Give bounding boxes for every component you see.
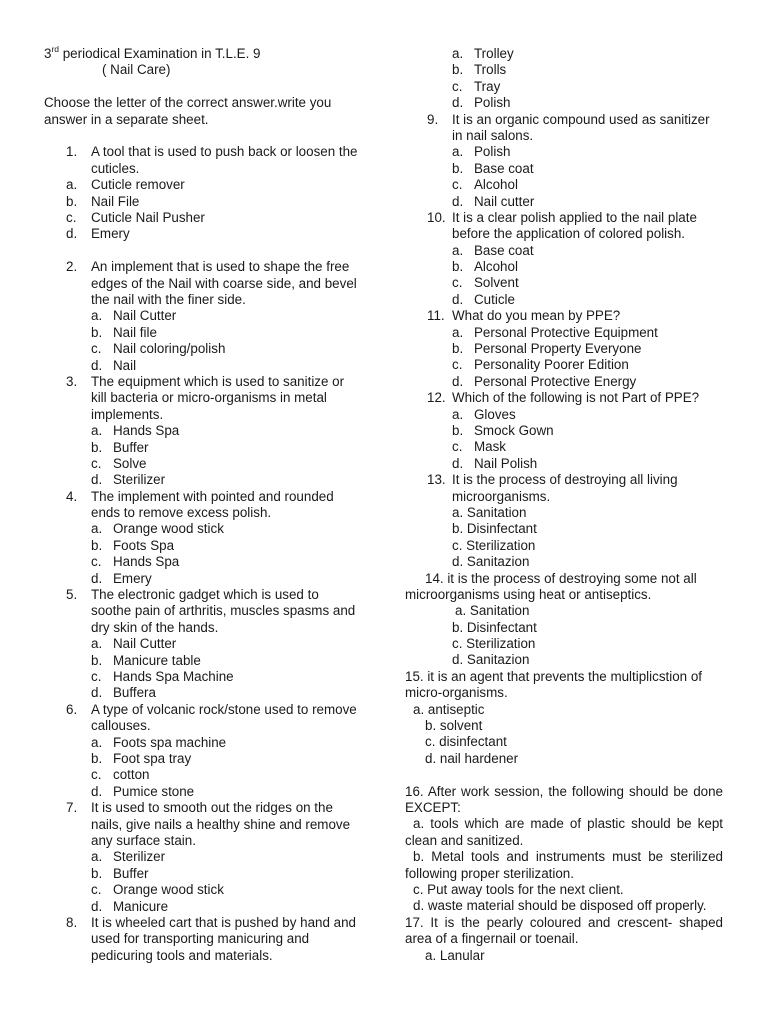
- question-1-option-a: a. Cuticle remover: [66, 177, 185, 193]
- question-6-option-a: a. Foots spa machine: [91, 734, 227, 750]
- question-9-option-c: c. Alcohol: [452, 177, 518, 193]
- question-3-option-a: a. Hands Spa: [91, 423, 180, 439]
- question-15-line-2: micro-organisms.: [405, 685, 508, 701]
- question-7-option-d: d. Manicure: [91, 898, 169, 914]
- exam-title: 3rd periodical Examination in T.L.E. 9: [44, 44, 261, 61]
- exam-subtitle: ( Nail Care): [102, 62, 171, 78]
- question-8-option-d: d. Polish: [452, 95, 511, 111]
- question-1-text: A tool that is used to push back or loosen the cuticles.: [91, 144, 358, 176]
- question-9: 9. It is an organic compound used as sanitizer in nail salons.: [427, 111, 710, 143]
- question-5-option-b: b. Manicure table: [91, 652, 201, 668]
- instructions-line-1: Choose the letter of the correct answer.write you: [44, 95, 332, 111]
- question-3-option-d: d. Sterilizer: [91, 472, 166, 488]
- question-10-option-b: b. Alcohol: [452, 259, 518, 275]
- question-12-option-c: c. Mask: [452, 439, 506, 455]
- question-7-option-c: c. Orange wood stick: [91, 882, 224, 898]
- question-3: 3. The equipment which is used to sanitize or kill bacteria or micro-organisms in metal implements.: [66, 373, 345, 422]
- question-1: 1. A tool that is used to push back or loosen the cuticles.: [66, 144, 358, 176]
- question-13-option-d: d. Sanitazion: [452, 554, 530, 570]
- question-14-line-1: 14. it is the process of destroying some not all: [425, 570, 697, 586]
- question-10: 10. It is a clear polish applied to the nail plate before the application of colored polish.: [427, 209, 697, 242]
- question-17: 17. It is the pearly coloured and crescent- shaped area of a fingernail or toenail.: [405, 914, 723, 947]
- question-2-text: An implement that is used to shape the free edges of the Nail with coarse side, and bevel the nail with the finer side.: [91, 259, 357, 307]
- question-15-option-d: d. nail hardener: [425, 750, 519, 766]
- question-3-option-c: c. Solve: [91, 455, 147, 471]
- question-8-text: It is wheeled cart that is pushed by hand and used for transporting manicuring and pedicuring tools and materials.: [91, 914, 357, 963]
- question-4-option-d: d. Emery: [91, 570, 152, 586]
- question-6-text: A type of volcanic rock/stone used to remove callouses.: [91, 701, 357, 734]
- question-11-option-d: d. Personal Protective Energy: [452, 373, 637, 389]
- question-17-option-a: a. Lanular: [425, 947, 485, 963]
- question-4-text: The implement with pointed and rounded ends to remove excess polish.: [91, 488, 334, 521]
- question-7-option-b: b. Buffer: [91, 865, 149, 881]
- question-15-line-1: 15. it is an agent that prevents the multiplicstion of: [405, 668, 702, 684]
- question-6-option-c: c. cotton: [91, 767, 150, 783]
- question-3-text: The equipment which is used to sanitize or kill bacteria or micro-organisms in metal implements.: [91, 373, 345, 422]
- question-1-option-b: b. Nail File: [66, 193, 140, 209]
- question-5-option-d: d. Buffera: [91, 685, 156, 701]
- question-4: 4. The implement with pointed and rounded ends to remove excess polish.: [66, 488, 334, 521]
- question-2-option-a: a. Nail Cutter: [91, 308, 177, 324]
- question-4-option-b: b. Foots Spa: [91, 537, 175, 553]
- question-14-option-d: d. Sanitazion: [452, 652, 530, 668]
- question-13: 13. It is the process of destroying all living microorganisms.: [427, 472, 678, 504]
- question-2-option-c: c. Nail coloring/polish: [91, 341, 226, 357]
- question-9-option-a: a. Polish: [452, 144, 511, 160]
- question-11-option-c: c. Personality Poorer Edition: [452, 357, 629, 373]
- question-14-option-c: c. Sterilization: [452, 636, 536, 652]
- question-16-option-a: a. tools which are made of plastic should be kept clean and sanitized.: [405, 816, 723, 848]
- question-8: 8. It is wheeled cart that is pushed by hand and used for transporting manicuring and pedicuring tools and materials.: [66, 914, 357, 963]
- question-1-option-c: c. Cuticle Nail Pusher: [66, 209, 205, 225]
- question-10-option-a: a. Base coat: [452, 242, 534, 258]
- question-2-option-d: d. Nail: [91, 357, 137, 373]
- question-13-option-c: c. Sterilization: [452, 537, 536, 553]
- instructions-line-2: answer in a separate sheet.: [44, 111, 209, 127]
- question-6-option-b: b. Foot spa tray: [91, 751, 192, 767]
- question-15-option-a: a. antiseptic: [413, 701, 485, 717]
- question-12-option-b: b. Smock Gown: [452, 422, 554, 438]
- right-column: [405, 46, 723, 964]
- question-7-option-a: a. Sterilizer: [91, 849, 166, 865]
- question-12-option-a: a. Gloves: [452, 406, 516, 422]
- question-3-option-b: b. Buffer: [91, 439, 149, 455]
- question-14-option-b: b. Disinfectant: [452, 619, 537, 635]
- question-7: 7. It is used to smooth out the ridges on the nails, give nails a healthy shine and remove any surface stain.: [66, 800, 351, 849]
- question-16-option-d: d. waste material should be disposed off properly.: [413, 898, 707, 914]
- question-8-option-a: a. Trolley: [452, 46, 514, 61]
- question-8-option-b: b. Trolls: [452, 62, 507, 78]
- question-7-text: It is used to smooth out the ridges on the nails, give nails a healthy shine and remove any surface stain.: [91, 800, 351, 849]
- question-5: 5. The electronic gadget which is used to soothe pain of arthritis, muscles spasms and dry skin of the hands.: [66, 587, 356, 635]
- left-column: [44, 46, 362, 964]
- question-15-option-c: c. disinfectant: [425, 734, 507, 750]
- question-11-option-a: a. Personal Protective Equipment: [452, 324, 658, 340]
- question-8-option-c: c. Tray: [452, 78, 501, 94]
- question-1-option-d: d. Emery: [66, 226, 130, 242]
- question-16-option-c: c. Put away tools for the next client.: [413, 882, 624, 898]
- question-13-option-a: a. Sanitation: [452, 504, 527, 520]
- question-15-option-b: b. solvent: [425, 718, 483, 734]
- question-6-option-d: d. Pumice stone: [91, 783, 195, 799]
- question-16-option-b: b. Metal tools and instruments must be sterilized following proper sterilization.: [405, 849, 723, 881]
- question-10-option-d: d. Cuticle: [452, 291, 515, 307]
- question-12-option-d: d. Nail Polish: [452, 455, 538, 471]
- question-4-option-c: c. Hands Spa: [91, 554, 180, 570]
- question-11-option-b: b. Personal Property Everyone: [452, 341, 642, 357]
- question-10-option-c: c. Solvent: [452, 275, 519, 291]
- question-14-line-2: microorganisms using heat or antiseptics.: [405, 586, 652, 602]
- question-14-option-a: a. Sanitation: [455, 603, 530, 619]
- question-5-option-c: c. Hands Spa Machine: [91, 669, 234, 685]
- question-9-option-b: b. Base coat: [452, 160, 534, 176]
- question-2: 2. An implement that is used to shape the free edges of the Nail with coarse side, and bevel the nail with the finer side.: [66, 259, 357, 307]
- question-5-option-a: a. Nail Cutter: [91, 636, 177, 652]
- question-5-text: The electronic gadget which is used to soothe pain of arthritis, muscles spasms and dry skin of the hands.: [91, 587, 356, 635]
- question-16: 16. After work session, the following should be done EXCEPT:: [405, 783, 723, 815]
- question-11: 11. What do you mean by PPE?: [427, 308, 621, 324]
- question-2-option-b: b. Nail file: [91, 324, 157, 340]
- question-9-option-d: d. Nail cutter: [452, 193, 535, 209]
- question-13-option-b: b. Disinfectant: [452, 521, 537, 537]
- question-4-option-a: a. Orange wood stick: [91, 521, 224, 537]
- question-6: 6. A type of volcanic rock/stone used to remove callouses.: [66, 701, 357, 734]
- question-12: 12. Which of the following is not Part of PPE?: [427, 390, 700, 406]
